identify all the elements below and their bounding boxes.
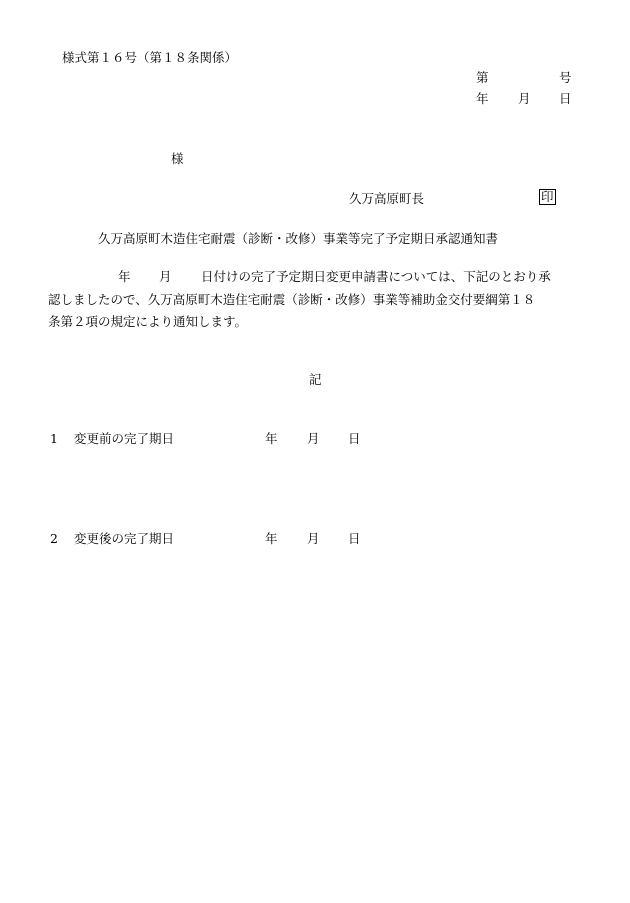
item-label: 変更前の完了期日: [74, 431, 175, 446]
issuer-title: 久万高原町長: [349, 191, 425, 206]
item-year: 年: [265, 431, 278, 446]
item-label: 変更後の完了期日: [74, 531, 175, 546]
item-number: 2: [50, 531, 58, 546]
item-number: 1: [50, 431, 58, 446]
form-number: 様式第１６号（第１８条関係）: [62, 50, 238, 65]
document-title: 久万高原町木造住宅耐震（診断・改修）事業等完了予定期日承認通知書: [98, 231, 499, 246]
body-line3: 条第２項の規定により通知します。: [48, 314, 248, 329]
body-line1-rest: 日付けの完了予定期日変更申請書については、下記のとおり承: [201, 269, 551, 284]
seal-mark: 印: [541, 189, 554, 204]
document-number-suffix: 号: [559, 70, 572, 85]
body-line1-month: 月: [159, 269, 172, 284]
ki-heading: 記: [309, 372, 322, 387]
body-line2: 認しましたので、久万高原町木造住宅耐震（診断・改修）事業等補助金交付要綱第１８: [48, 292, 536, 307]
item-month: 月: [307, 531, 320, 546]
item-day: 日: [348, 531, 361, 546]
issue-date-month: 月: [518, 91, 531, 106]
item-year: 年: [265, 531, 278, 546]
issue-date-day: 日: [559, 91, 572, 106]
document-number-prefix: 第: [476, 70, 489, 85]
issue-date-year: 年: [476, 91, 489, 106]
body-line1: [118, 269, 131, 285]
item-month: 月: [307, 431, 320, 446]
recipient-honorific: 様: [171, 151, 184, 166]
item-day: 日: [348, 431, 361, 446]
body-date-year: 年: [118, 269, 131, 284]
